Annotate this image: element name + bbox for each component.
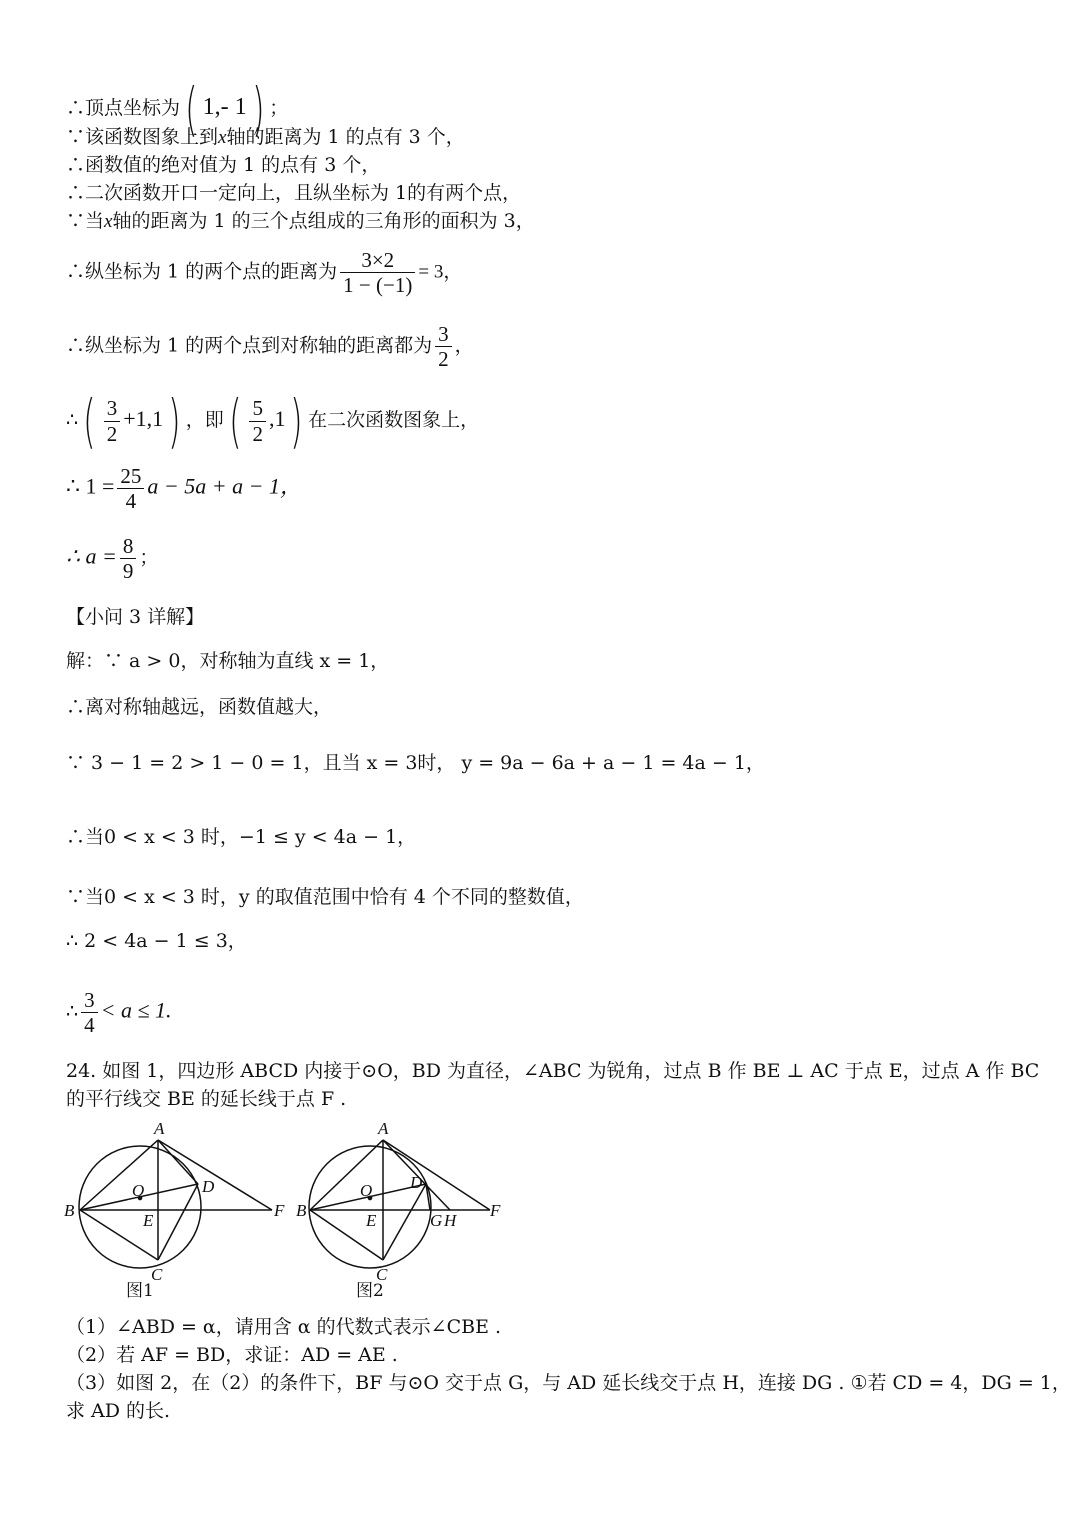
label-f: F: [274, 1201, 285, 1220]
numerator: 3: [81, 988, 98, 1013]
line-a-value: [66, 534, 158, 583]
denominator: 2: [252, 421, 263, 446]
fraction: [117, 464, 144, 513]
line-sol1: [66, 650, 389, 673]
text: ∴离对称轴越远，函数值越大，: [66, 696, 333, 718]
paren-right: ): [290, 387, 303, 455]
text: （2）若 AF = BD，求证：AD = AE .: [66, 1344, 398, 1366]
numerator: 3: [435, 322, 452, 347]
question-24-line2: [66, 1088, 346, 1111]
text: 求 AD 的长.: [66, 1400, 171, 1422]
line-sol3: [66, 752, 765, 775]
line-opens-up: [66, 182, 521, 205]
text: ∴纵坐标为 1 的两个点到对称轴的距离都为: [66, 334, 433, 357]
text: ∴: [66, 409, 79, 431]
line-sol7: [66, 988, 172, 1037]
numerator: 3×2: [340, 248, 415, 273]
label-e: E: [143, 1211, 154, 1230]
denominator: 9: [122, 559, 134, 584]
text: （3）如图 2，在（2）的条件下，BF 与⊙O 交于点 G，与 AD 延长线交于点 H，连接 DG . ①若 CD = 4，DG = 1，: [66, 1372, 1071, 1394]
numerator: 3: [104, 396, 121, 421]
text: ∴纵坐标为 1 的两个点的距离为: [66, 260, 338, 283]
label-c: C: [376, 1265, 388, 1284]
coords: 1,- 1: [202, 94, 247, 120]
text: 的平行线交 BE 的延长线于点 F .: [66, 1088, 347, 1110]
fraction: [104, 396, 121, 445]
label-f: F: [490, 1201, 501, 1220]
text: ∴函数值的绝对值为 1 的点有 3 个，: [66, 154, 381, 176]
text: ∵该函数图象上到: [66, 126, 219, 148]
denominator: 4: [125, 489, 137, 514]
label-a: A: [378, 1119, 389, 1138]
label-g: G: [430, 1211, 443, 1230]
paren-left: (: [228, 387, 242, 455]
denominator: 4: [84, 1013, 95, 1038]
fraction: [340, 248, 415, 297]
geometry-figures: [60, 1118, 540, 1298]
text: 在二次函数图象上，: [308, 409, 480, 431]
numerator: 25: [117, 464, 144, 489]
fraction: [249, 396, 266, 445]
text: ∴顶点坐标为: [66, 97, 181, 119]
text: ，: [454, 334, 474, 357]
paren-right: ): [168, 387, 181, 455]
label-b: B: [64, 1201, 75, 1220]
seg-cd: [158, 1184, 198, 1260]
line-triangle-area: [66, 210, 535, 234]
question-24-line1: [66, 1060, 1039, 1083]
part-1: [66, 1316, 501, 1339]
text: ；: [139, 546, 159, 569]
line-points-on-graph: [66, 387, 480, 455]
paren-right: ): [251, 75, 265, 143]
figure-2-labels: [296, 1119, 501, 1298]
section-heading: [66, 606, 204, 629]
text: 解：∵ a > 0，对称轴为直线 x = 1，: [66, 650, 390, 672]
text: ∴当0 < x < 3 时，−1 ≤ y < 4a − 1，: [66, 826, 417, 848]
fraction: [81, 988, 98, 1037]
circle-o: [79, 1146, 201, 1268]
text: ,1: [268, 406, 286, 431]
numerator: 5: [249, 396, 266, 421]
label-o: O: [360, 1181, 373, 1200]
var-x: x: [104, 211, 113, 232]
text: 24. 如图 1，四边形 ABCD 内接于⊙O，BD 为直径，∠ABC 为锐角，过点 B 作 BE ⊥ AC 于点 E，过点 A 作 BC: [66, 1060, 1040, 1082]
label-o: O: [132, 1181, 145, 1200]
heading: 【小问 3 详解】: [66, 606, 205, 628]
line-abs-value: [66, 154, 380, 177]
seg-af: [383, 1140, 490, 1210]
line-sol5: [66, 886, 584, 909]
text: = 3，: [418, 261, 463, 283]
text: （1）∠ABD = α，请用含 α 的代数式表示∠CBE .: [66, 1316, 502, 1338]
text: 轴的距离为 1 的点有 3 个，: [226, 126, 465, 148]
denominator: 1 − (−1): [343, 273, 413, 298]
numerator: 8: [120, 534, 137, 559]
line-sol4: [66, 826, 416, 849]
text: ∴二次函数开口一定向上，且纵坐标为 1的有两个点，: [66, 182, 522, 204]
fraction: [435, 322, 452, 371]
text: ∵当: [66, 210, 105, 232]
label-d: D: [202, 1177, 215, 1196]
text: ∴ a =: [66, 543, 117, 569]
line-sol6: [66, 930, 247, 953]
seg-cd: [383, 1184, 426, 1260]
denominator: 2: [106, 421, 118, 446]
label-e: E: [366, 1211, 377, 1230]
figure-2: [309, 1140, 490, 1268]
line-equation-a: [66, 464, 302, 513]
line-sol2: [66, 696, 332, 719]
part-2: [66, 1344, 398, 1367]
figure-1-labels: [64, 1119, 285, 1298]
line-distance-points: [66, 126, 465, 150]
part-3-cont: [66, 1400, 170, 1423]
label-c: C: [151, 1265, 163, 1284]
fraction: [120, 534, 137, 583]
label-d: D: [410, 1173, 423, 1192]
punct: ；: [269, 97, 289, 119]
seg-af: [158, 1140, 272, 1210]
label-a: A: [154, 1119, 165, 1138]
paren-left: (: [83, 387, 96, 455]
var-x: x: [218, 127, 227, 148]
text: ∴: [66, 1000, 79, 1023]
text: ∵当0 < x < 3 时，y 的取值范围中恰有 4 个不同的整数值，: [66, 886, 584, 908]
text: ∴ 2 < 4a − 1 ≤ 3，: [66, 930, 247, 952]
paren-left: (: [185, 75, 198, 143]
part-3: [66, 1372, 1071, 1395]
text: 轴的距离为 1 的三个点组成的三角形的面积为 3，: [112, 210, 535, 232]
text: +1,1: [123, 406, 164, 431]
text: ∵ 3 − 1 = 2 > 1 − 0 = 1，且当 x = 3时， y = 9a − 6a + a − 1 = 4a − 1，: [66, 752, 765, 774]
caption-fig2: 图2: [356, 1281, 384, 1298]
text: a − 5a + a − 1，: [147, 473, 302, 499]
label-h: H: [444, 1211, 457, 1230]
seg-ad: [158, 1140, 198, 1184]
text: ∴ 1 =: [66, 473, 115, 499]
text: ，即: [185, 409, 224, 431]
caption-fig1: 图1: [126, 1281, 154, 1298]
label-b: B: [296, 1201, 307, 1220]
denominator: 2: [438, 347, 449, 372]
figure-1: [79, 1140, 272, 1268]
line-two-points-distance: [66, 248, 462, 297]
line-axis-distance: [66, 322, 474, 371]
text: < a ≤ 1.: [100, 997, 172, 1023]
